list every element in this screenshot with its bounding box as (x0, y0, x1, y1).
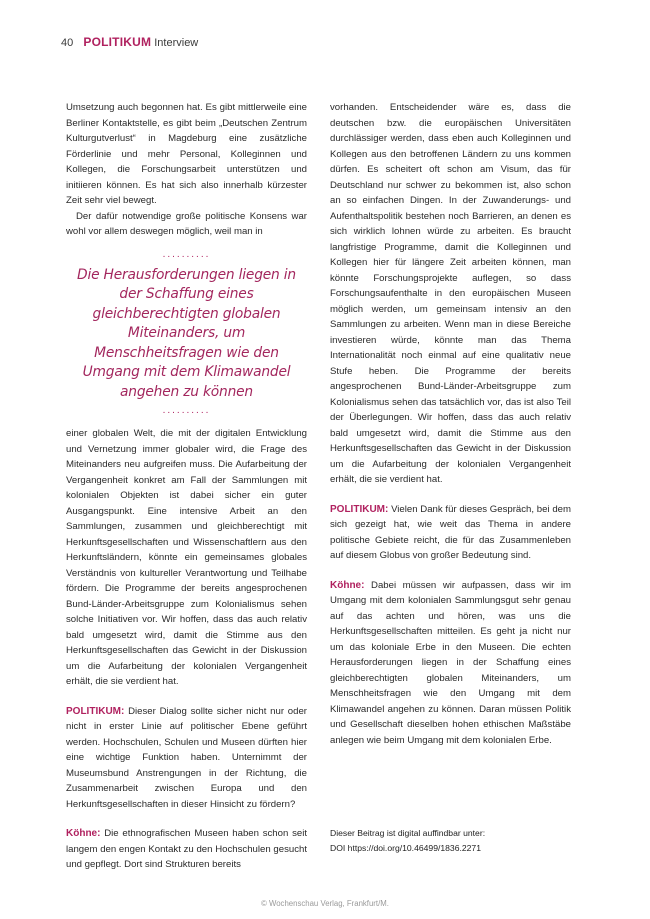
speaker-label: POLITIKUM: (330, 503, 389, 515)
question-paragraph (66, 704, 307, 813)
left-column (66, 100, 307, 873)
pull-quote-dots-top: .......... (162, 248, 211, 260)
paragraph: einer globalen Welt, die mit der digitalen Entwicklung und Vernetzung immer globaler wird, die Frage des Miteinanders neu aufgreifen muss. Die Aufarbeitung der Vergangenheit konkret am Fall der Sammlungen mit kolonialen Objekten ist dabei sicher ein guter Ausgangspunkt. Eine intensive Arbeit an den Sammlungen, zusammen und gleichberechtigt mit Herkunftsgesellschaften und Wissenschaftlern aus den Herkunftsländern, könnte ein gemeinsames globales Verständnis von kultureller Verantwortung und Teilhabe fördern. Die Programme der bereits angesprochenen Bund-Länder-Arbeitsgruppe zum Kolonialismus sehen solche Initiativen vor. Wir hoffen, dass das auch relativ bald umgesetzt wird, damit die Stimme aus den Herkunftsgesellschaften das Gewicht in der Diskussion um die Aufarbeitung der kolonialen Vergangenheit erhält, die sie verdient hat. (66, 428, 307, 687)
paragraph: vorhanden. Entscheidender wäre es, dass die deutschen bzw. die europäischen Universitäten durchlässiger werden, dass eben auch Kolleginnen und Kollegen aus den betroffenen Ländern zu uns kommen dürfen. Es scheitert oft schon am Visum, das für Deutschland nur schwer zu bekommen ist, also schon an so einfachen Dingen. In der Zuwanderungs- und Aufenthaltspolitik bestehen noch Barrieren, an denen es sich wirklich lohnen würde zu arbeiten. Es braucht langfristige Programme, damit die Kolleginnen und Kollegen hier für längere Zeit arbeiten können, man könnte Forschungsprojekte auflegen, so dass Forschungsaufenthalte in den europäischen Museen möglich werden, um gemeinsam intensiv an den Sammlungen zu arbeiten. Wenn man in diese Bereiche investieren würde, könnte man das Thema Internationalität noch einmal auf eine qualitativ neue Stufe heben. Die Programme der bereits angesprochenen Bund-Länder-Arbeitsgruppe zum Kolonialismus sehen das tatsächlich vor, das ist also Teil der Überlegungen. Wir hoffen, dass das auch relativ bald umgesetzt wird, damit die Stimme aus den Herkunftsgesellschaften das Gewicht in der Diskussion um die Aufarbeitung der kolonialen Vergangenheit erhält, die sie verdient hat. (330, 102, 571, 485)
copyright-footer: © Wochenschau Verlag, Frankfurt/M. (261, 899, 389, 908)
answer-paragraph (330, 578, 571, 749)
pull-quote-dots-bottom: .......... (162, 405, 211, 416)
right-column (330, 100, 571, 748)
answer-text: Dabei müssen wir aufpassen, dass wir im Umgang mit dem kolonialen Sammlungsgut sehr genau auf das achten und hören, was uns die Herkunftsgesellschaften mitteilen. Es geht ja nicht nur um das koloniale Erbe in den Museen. Die echten Herausforderungen liegen in der Schaffung eines gleichberechtigten globalen Miteinanders, um Menschheitsfragen wie den Umgang mit dem Klimawandel angehen zu können. Daran müssen Politik und Gesellschaft dieselben hohen ethischen Maßstäbe anlegen wie beim Umgang mit dem kolonialen Erbe. (330, 579, 571, 746)
journal-brand: POLITIKUM (83, 35, 152, 49)
page-header (61, 35, 198, 50)
answer-text: Die ethnografischen Museen haben schon seit langem den engen Kontakt zu den Hochschulen gesucht und gepflegt. Dort sind Strukturen bereits (66, 828, 307, 870)
page-number: 40 (61, 37, 74, 49)
speaker-label: POLITIKUM: (66, 705, 125, 717)
paragraph: Der dafür notwendige große politische Konsens war wohl vor allem deswegen möglich, weil man in (66, 210, 307, 237)
paragraph: Umsetzung auch begonnen hat. Es gibt mittlerweile eine Berliner Kontaktstelle, es gibt beim „Deutschen Zentrum Kulturgutverlust“ in Magdeburg eine zusätzliche Förderlinie und mehr Personal, Kolleginnen und Kollegen, die Forschungsarbeit unterstützen und initiieren können. Es hat sich also innerhalb kürzester Zeit sehr viel bewegt. (66, 102, 307, 206)
speaker-label: Köhne: (66, 828, 101, 839)
pull-quote-text: Die Herausforderungen liegen in der Schaffung eines gleichberechtigten globalen Miteinanders, um Menschheitsfragen wie den Umgang mit dem Klimawandel angehen zu können (77, 266, 296, 400)
digital-availability-note (330, 826, 580, 856)
question-text: Dieser Dialog sollte sicher nicht nur oder nicht in erster Linie auf politischer Ebene geführt werden. Hochschulen, Schulen und Museen dürften hier eine wichtige Funktion haben. Unternimmt der Museumsbund Anstrengungen in der Richtung, die Zusammenarbeit zwischen Europa und den Herkunftsgesellschaften in dieser Hinsicht zu fördern? (66, 705, 307, 810)
section-label: Interview (154, 37, 199, 49)
doi-link[interactable]: DOI https://doi.org/10.46499/1836.2271 (330, 843, 481, 853)
note-line: Dieser Beitrag ist digital auffindbar unter: (330, 828, 486, 838)
answer-paragraph (66, 826, 307, 873)
question-paragraph (330, 502, 571, 564)
question-text: Vielen Dank für dieses Gespräch, bei dem sich gezeigt hat, wie weit das Thema in andere politische Gebiete reicht, die für das Zusammenleben auf diesem Globus von großer Bedeutung sind. (330, 503, 571, 561)
pull-quote (66, 250, 307, 417)
speaker-label: Köhne: (330, 579, 365, 591)
